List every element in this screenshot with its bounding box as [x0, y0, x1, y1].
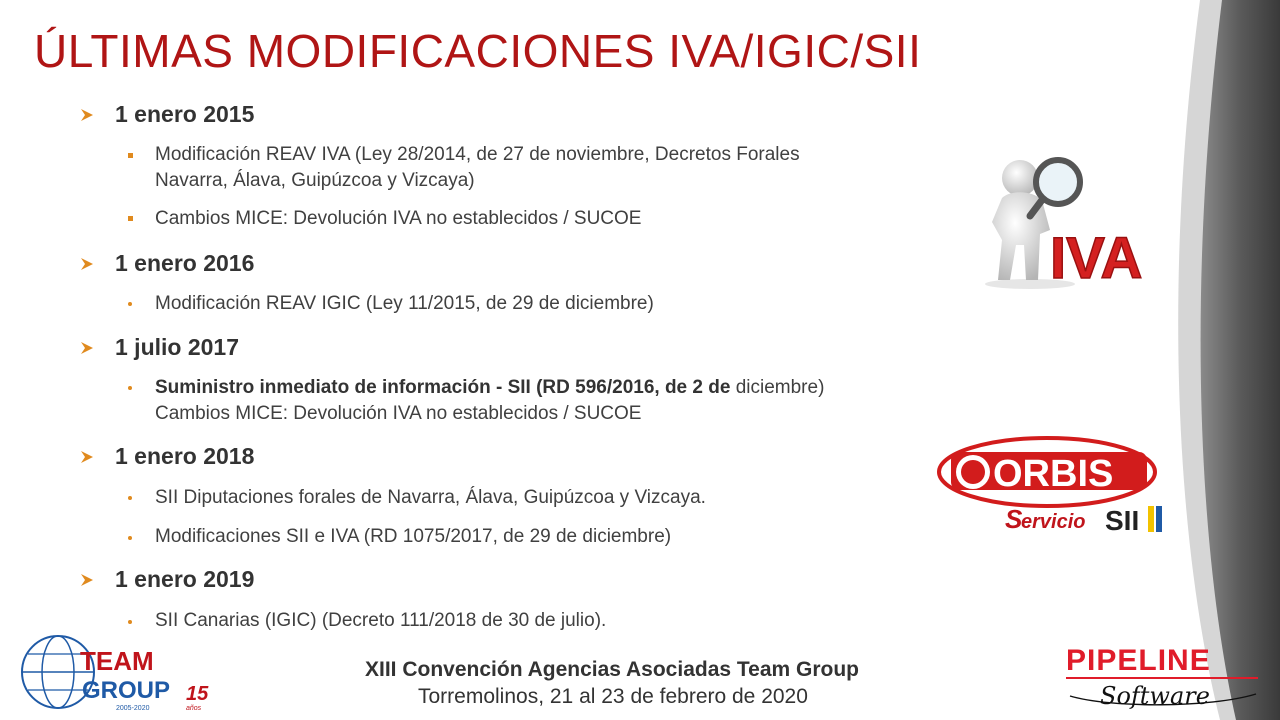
decorative-side-band — [1160, 0, 1280, 720]
list-item — [155, 375, 955, 427]
item-text: Modificaciones SII e IVA (RD 1075/2017, de 29 de diciembre) — [155, 526, 672, 547]
dot-bullet-icon — [128, 496, 132, 500]
item-text-cont: Navarra, Álava, Guipúzcoa y Vizcaya) — [155, 170, 475, 191]
list-item — [155, 142, 955, 194]
item-text: SII Canarias (IGIC) (Decreto 111/2018 de 30 de julio). — [155, 610, 607, 631]
item-text: Cambios MICE: Devolución IVA no establecidos / SUCOE — [155, 208, 642, 229]
list-item — [155, 608, 955, 634]
orbis-sii-logo — [935, 430, 1170, 545]
footer-event-place-date: Torremolinos, 21 al 23 de febrero de 2020 — [418, 685, 808, 708]
dot-bullet-icon — [128, 620, 132, 624]
section-heading: 1 enero 2015 — [115, 101, 255, 127]
orbis-sub-prefix: S — [1005, 504, 1023, 534]
orbis-label: ORBIS — [993, 453, 1114, 495]
orbis-sub-suffix: SII — [1105, 505, 1140, 536]
arrow-bullet-icon — [80, 450, 94, 464]
iva-magnifier-illustration — [980, 150, 1150, 290]
square-bullet-icon — [128, 216, 133, 221]
arrow-bullet-icon — [80, 573, 94, 587]
team-years: 15 — [186, 683, 209, 705]
item-text: Modificación REAV IGIC (Ley 11/2015, de 29 de diciembre) — [155, 293, 654, 314]
section-heading: 1 enero 2018 — [115, 443, 255, 469]
list-item — [155, 291, 955, 317]
section-heading: 1 enero 2019 — [115, 566, 255, 592]
section-heading: 1 julio 2017 — [115, 334, 240, 360]
section-heading: 1 enero 2016 — [115, 250, 255, 276]
team-range: 2005-2020 — [116, 705, 150, 712]
pipeline-software-logo — [1060, 638, 1265, 713]
item-text-cont: Cambios MICE: Devolución IVA no establecidos / SUCOE — [155, 403, 642, 424]
item-text: Modificación REAV IVA (Ley 28/2014, de 27 de noviembre, Decretos Forales — [155, 144, 800, 165]
team-group-logo — [18, 630, 218, 715]
arrow-bullet-icon — [80, 108, 94, 122]
square-bullet-icon — [128, 153, 133, 158]
pipeline-top-label: PIPELINE — [1066, 644, 1211, 677]
dot-bullet-icon — [128, 536, 132, 540]
list-item — [155, 524, 955, 550]
team-years-label: años — [186, 705, 202, 712]
item-text-bold: Suministro inmediato de información - SII (RD 596/2016, de 2 de — [155, 377, 731, 398]
orbis-sub-mid: ervicio — [1021, 511, 1086, 533]
dot-bullet-icon — [128, 386, 132, 390]
footer-event-name: XIII Convención Agencias Asociadas Team Group — [365, 658, 860, 681]
arrow-bullet-icon — [80, 341, 94, 355]
team-top-label: TEAM — [80, 646, 154, 676]
dot-bullet-icon — [128, 302, 132, 306]
iva-label: IVA — [1050, 226, 1143, 290]
item-text: diciembre) — [730, 377, 825, 398]
team-bottom-label: GROUP — [82, 677, 171, 704]
item-text: SII Diputaciones forales de Navarra, Álava, Guipúzcoa y Vizcaya. — [155, 487, 706, 508]
list-item — [155, 206, 955, 232]
pipeline-bottom-label: Software — [1100, 682, 1210, 710]
arrow-bullet-icon — [80, 257, 94, 271]
list-item — [155, 485, 955, 511]
page-title: ÚLTIMAS MODIFICACIONES IVA/IGIC/SII — [34, 25, 922, 77]
